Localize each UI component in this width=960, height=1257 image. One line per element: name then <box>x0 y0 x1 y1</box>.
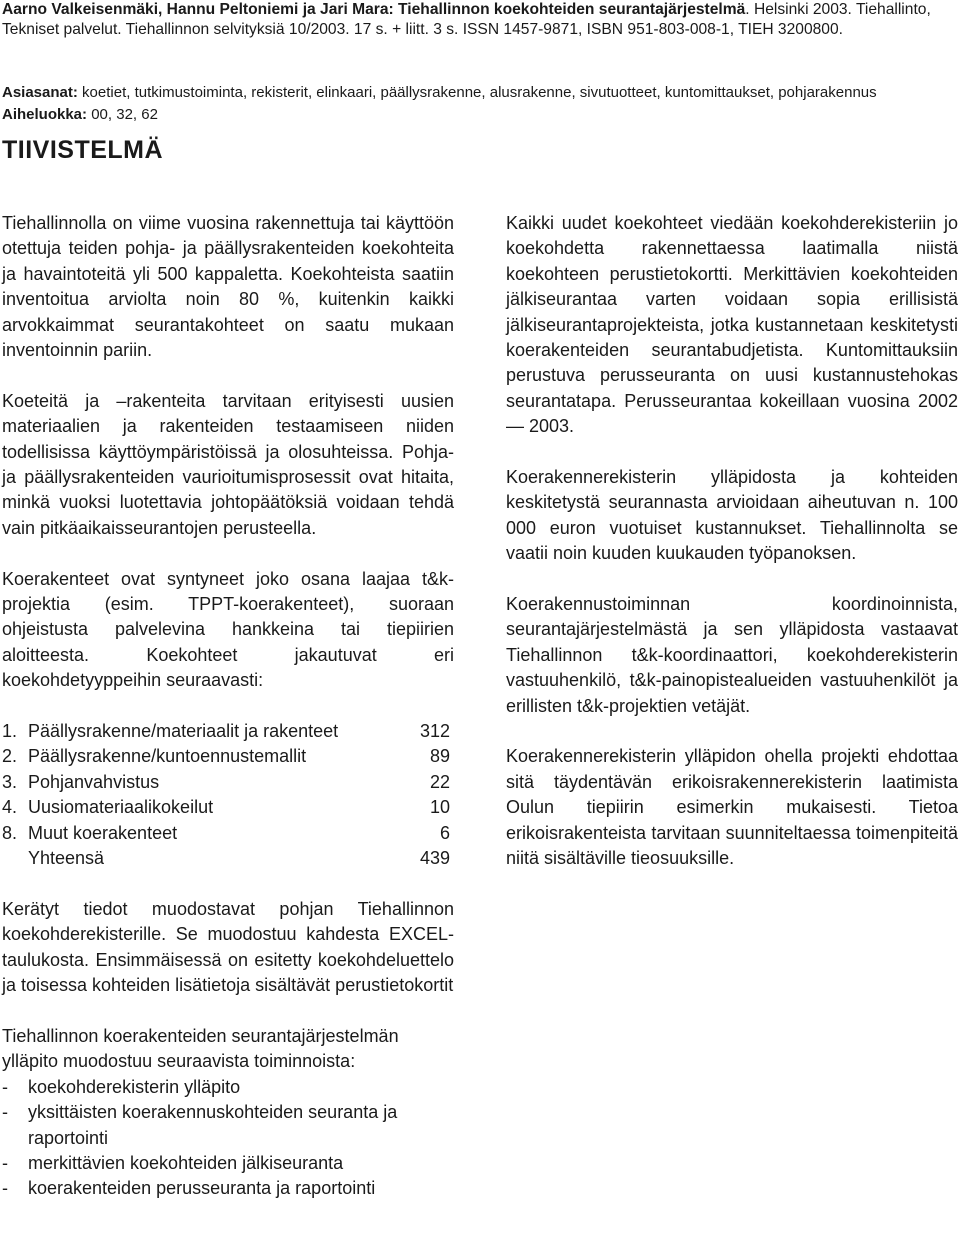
reference-details: . Helsinki 2003. Tiehallinto, Tekniset palvelut. Tiehallinnon selvityksiä 10/2003. 17 s. + liitt. 3 s. ISSN 1457-9871, ISBN 951-803-008-1, TIEH 3200800. <box>2 1 931 38</box>
table-cell-n: 4. <box>2 797 18 818</box>
table-cell-label: Yhteensä <box>28 848 105 869</box>
reference-authors-title: Aarno Valkeisenmäki, Hannu Peltoniemi ja Jari Mara: Tiehallinnon koekohteiden seurantajärjestelmä <box>2 1 746 18</box>
table-cell-value: 312 <box>419 721 450 742</box>
keywords-label: Asiasanat: <box>2 84 78 101</box>
table-cell-label: Päällysrakenne/kuntoennustemallit <box>28 746 307 767</box>
maintenance-list <box>2 1075 454 1202</box>
table-row <box>2 770 454 795</box>
table-cell-value: 89 <box>429 746 450 767</box>
left-paragraph-2: Koeteitä ja –rakenteita tarvitaan erityisesti uusien materiaalien ja rakenteiden testaamiseen niiden todellisissa käyttöympäristöissä ja olosuhteissa. Pohja- ja päällysrakenteiden vaurioitumisprosessit ovat hitaita, minkä vuoksi luotettavia johtopäätöksiä voidaan tehdä vain pitkäaikaisseurantojen perusteella. <box>2 390 454 538</box>
left-paragraph-1: Tiehallinnolla on viime vuosina rakennettuja tai käyttöön otettuja teiden pohja- ja päällysrakenteiden koekohteita ja havaintoteitä yli 500 kappaletta. Koekohteista saatiin inventoitua arviolta noin 80 %, kuitenkin kaikki arvokkaimmat seurantakohteet on saatu mukaan inventoinnin pariin. <box>2 213 454 361</box>
table-cell-value: 22 <box>429 771 450 792</box>
bibliographic-reference <box>2 0 958 40</box>
table-row <box>2 821 454 846</box>
left-paragraph-5: Tiehallinnon koerakenteiden seurantajärjestelmän ylläpito muodostuu seuraavista toiminnoista: <box>2 1025 399 1072</box>
table-row <box>2 846 454 871</box>
table-cell-n: 8. <box>2 822 18 843</box>
list-item: - koerakenteiden perusseuranta ja raportointi <box>2 1176 454 1201</box>
table-cell-label: Pohjanvahvistus <box>28 771 160 792</box>
list-item: - merkittävien koekohteiden jälkiseuranta <box>2 1151 454 1176</box>
table-cell-value: 6 <box>439 822 450 843</box>
left-column <box>2 211 454 1202</box>
left-paragraph-3: Koerakenteet ovat syntyneet joko osana laajaa t&k-projektia (esim. TPPT-koerakenteet), suoraan ohjeistusta palvelevina hankkeina tai tiepiirien aloitteesta. Koekohteet jakautuvat eri koekohdetyyppeihin seuraavasti: <box>2 568 454 691</box>
table-cell-n: 3. <box>2 771 18 792</box>
table-cell-label: Uusiomateriaalikokeilut <box>28 797 214 818</box>
keywords-value: koetiet, tutkimustoiminta, rekisterit, elinkaari, päällysrakenne, alusrakenne, sivutuotteet, kuntomittaukset, pohjarakennus <box>82 84 877 101</box>
table-row <box>2 719 454 744</box>
keywords-line <box>2 83 958 103</box>
page-title: TIIVISTELMÄ <box>2 136 164 164</box>
right-paragraph-3: Koerakennustoiminnan koordinoinnista, seurantajärjestelmästä ja sen ylläpidosta vastaavat Tiehallinnon t&k-koordinaattori, koekohderekisterin vastuuhenkilö, t&k-painopistealueiden vastuuhenkilöt ja erillisten t&k-projektien vetäjät. <box>506 594 958 716</box>
table-row <box>2 744 454 769</box>
table-cell-value: 10 <box>429 797 450 818</box>
list-item: - yksittäisten koerakennuskohteiden seuranta ja raportointi <box>2 1100 454 1151</box>
right-column <box>506 211 958 897</box>
left-paragraph-4: Kerätyt tiedot muodostavat pohjan Tiehallinnon koekohderekisterille. Se muodostuu kahdesta EXCEL-taulukosta. Ensimmäisessä on esitetty koekohdeluettelo ja toisessa kohteiden lisätietoja sisältävät perustietokortit <box>2 898 454 996</box>
list-item: - koekohderekisterin ylläpito <box>2 1075 454 1100</box>
category-value: 00, 32, 62 <box>91 106 158 123</box>
table-cell-label: Päällysrakenne/materiaalit ja rakenteet <box>28 721 339 742</box>
site-type-table <box>2 719 454 871</box>
table-row <box>2 795 454 820</box>
right-paragraph-2: Koerakennerekisterin ylläpidosta ja kohteiden keskitetystä seurannasta arvioidaan aiheutuvan n. 100 000 euron vuotuiset kustannukset. Tiehallinnolta se vaatii noin kuuden kuukauden työpanoksen. <box>506 467 958 564</box>
table-cell-n <box>2 846 28 871</box>
table-cell-label: Muut koerakenteet <box>28 822 178 843</box>
table-cell-value: 439 <box>419 848 450 869</box>
table-cell-n: 2. <box>2 746 18 767</box>
right-paragraph-1: Kaikki uudet koekohteet viedään koekohderekisteriin jo koekohdetta rakennettaessa laatimalla niistä koekohteen perustietokortti. Merkittävien koekohteiden jälkiseurantaa varten voidaan sopia erillisistä jälkiseurantaprojekteista, jotka kustannetaan keskitetysti koerakenteiden seurantabudjetista. Kuntomittauksiin perustuva perusseuranta on uusi kustannustehokas seurantatapa. Perusseurantaa kokeillaan vuosina 2002 — 2003. <box>506 213 958 437</box>
right-paragraph-4: Koerakennerekisterin ylläpidon ohella projekti ehdottaa sitä täydentävän erikoisrakennerekisterin laatimista Oulun tiepiirin esimerkin mukaisesti. Tietoa erikoisrakenteista tarvitaan suunniteltaessa toimenpiteitä niitä sisältäville tieosuuksille. <box>506 746 958 869</box>
table-cell-n: 1. <box>2 721 18 742</box>
category-line <box>2 105 958 125</box>
category-label: Aiheluokka: <box>2 106 88 123</box>
